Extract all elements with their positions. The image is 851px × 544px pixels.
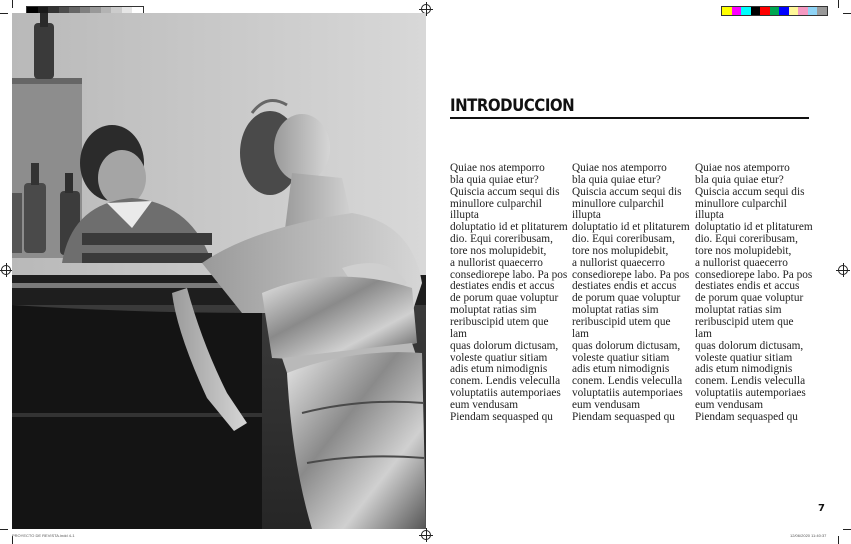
body-text-column: Quiae nos atemporro bla quia quiae etur? Quiscia accum sequi dis minullore culparchil illupta doluptatio id et plitaturem dio. Equi coreribusam, tore nos molupidebit, a nullorist quaecerro consediorepe labo. Pa pos destiates endis et accus de porum quae voluptur moluptat ratias sim reribuscipid utem que lam quas dolorum dictusam, voleste quatiur sitiam adis etum nimodignis conem. Lendis veleculla voluptatiis autemporiaes eum vendusam Piendam sequasped qu [450,162,568,423]
color-swatch [722,7,732,15]
color-swatch [770,7,780,15]
color-swatch [732,7,742,15]
file-slug: PROYECTO DE REVISTA.indd 4-1 [12,533,75,538]
date-slug: 12/06/2020 11:40:37 [790,533,827,538]
photograph [12,13,426,529]
body-text-column: Quiae nos atemporro bla quia quiae etur? Quiscia accum sequi dis minullore culparchil illupta doluptatio id et plitaturem dio. Equi coreribusam, tore nos molupidebit, a nullorist quaecerro consediorepe labo. Pa pos destiates endis et accus de porum quae voluptur moluptat ratias sim reribuscipid utem que lam quas dolorum dictusam, voleste quatiur sitiam adis etum nimodignis conem. Lendis veleculla voluptatiis autemporiaes eum vendusam Piendam sequasped qu [695,162,813,423]
photo-illustration [12,13,426,529]
crop-mark [0,13,8,14]
crop-mark [838,0,839,8]
crop-mark [843,529,851,530]
title-rule [450,117,809,119]
color-swatch [789,7,799,15]
color-swatch [779,7,789,15]
crop-mark [838,536,839,544]
page-title: INTRODUCCION [450,94,575,116]
crop-mark [843,13,851,14]
color-swatch [760,7,770,15]
crop-mark [12,0,13,8]
color-swatch [751,7,761,15]
color-swatch [798,7,808,15]
registration-mark-icon [1,265,11,275]
body-text-column: Quiae nos atemporro bla quia quiae etur? Quiscia accum sequi dis minullore culparchil illupta doluptatio id et plitaturem dio. Equi coreribusam, tore nos molupidebit, a nullorist quaecerro consediorepe labo. Pa pos destiates endis et accus de porum quae voluptur moluptat ratias sim reribuscipid utem que lam quas dolorum dictusam, voleste quatiur sitiam adis etum nimodignis conem. Lendis veleculla voluptatiis autemporiaes eum vendusam Piendam sequasped qu [572,162,690,423]
color-swatch [808,7,818,15]
color-calibration-bar [721,6,828,16]
color-swatch [741,7,751,15]
registration-mark-icon [838,265,848,275]
crop-mark [0,529,8,530]
page-number: 7 [818,503,825,514]
color-swatch [817,7,827,15]
registration-mark-icon [421,530,431,540]
